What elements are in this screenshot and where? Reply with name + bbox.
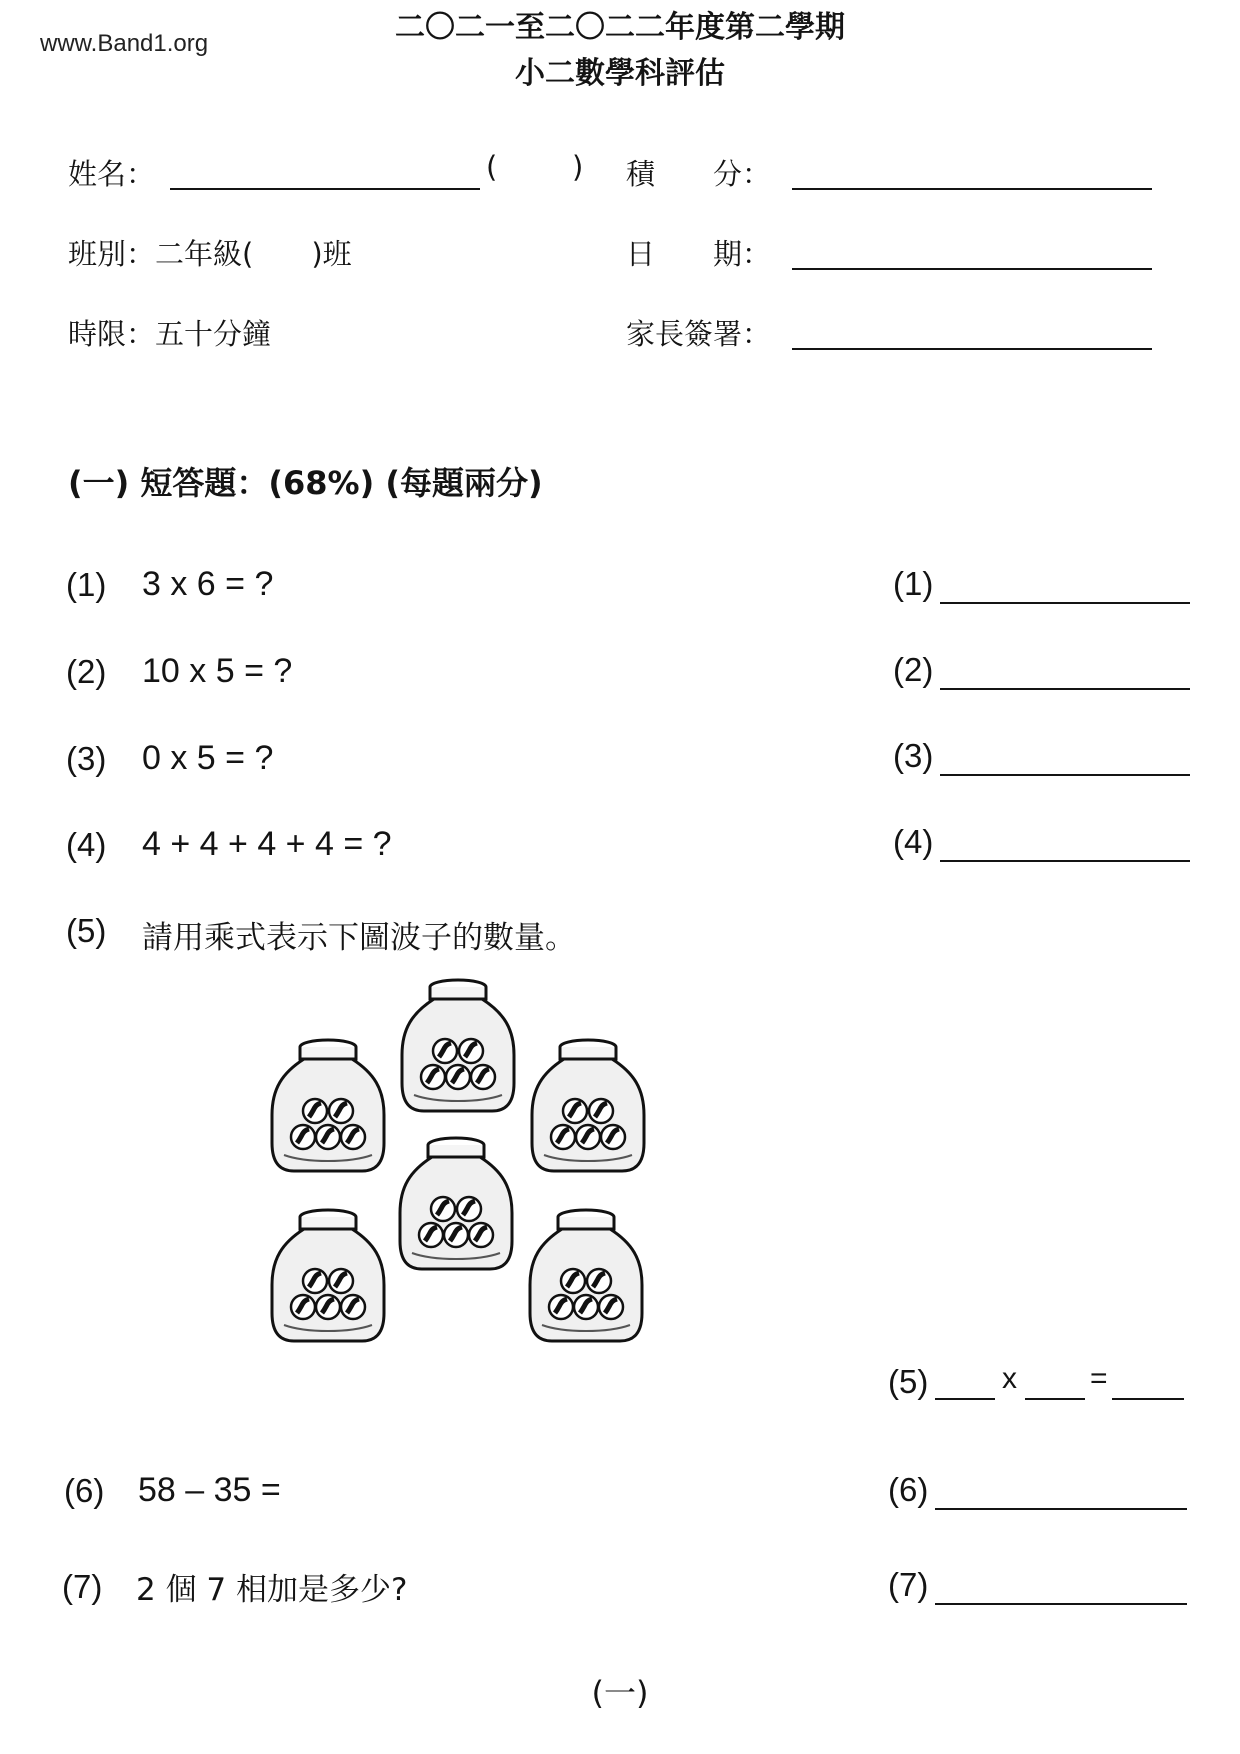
class-number-paren-open: ( [486,150,498,184]
answer-number: (4) [893,823,934,860]
question-text: 3 x 6 = ? [142,565,274,603]
parent-signature-label: 家長簽署： [626,317,772,351]
marble-jars-illustration [258,975,658,1355]
parent-signature-line[interactable] [792,348,1152,350]
exam-term-title: 二〇二一至二〇二二年度第二學期 [395,10,845,45]
time-limit-label: 時限：五十分鐘 [68,317,272,351]
equals-sign: = [1090,1362,1108,1395]
times-sign: x [1002,1362,1017,1395]
question-number: (2) [66,653,107,690]
answer-number: (5) [888,1363,929,1400]
answer-number: (3) [893,737,934,774]
question-number: (6) [64,1472,105,1509]
question-text: 0 x 5 = ? [142,739,274,777]
marble-jar-icon [532,1040,644,1171]
question-text: 請用乘式表示下圖波子的數量。 [142,920,576,956]
answer-line[interactable] [935,1508,1187,1510]
answer-line[interactable] [940,860,1190,862]
marble-jar-icon [272,1210,384,1341]
class-number-paren-close: ) [572,150,584,184]
marble-jar-icon [400,1138,512,1269]
answer-number: (1) [893,565,934,602]
question-number: (4) [66,826,107,863]
watermark-url: www.Band1.org [40,30,209,57]
exam-subject-title: 小二數學科評估 [515,56,725,91]
answer-number: (2) [893,651,934,688]
marble-jar-icon [272,1040,384,1171]
multiplicand-blank[interactable] [935,1398,995,1400]
answer-number: (7) [888,1566,929,1603]
class-label: 班別：二年級( )班 [68,237,352,271]
answer-line[interactable] [940,774,1190,776]
question-text: 58 – 35 = [138,1471,281,1509]
question-text: 4 + 4 + 4 + 4 = ? [142,825,392,863]
answer-line[interactable] [935,1603,1187,1605]
page-number: (一) [591,1674,649,1712]
question-number: (7) [62,1568,103,1605]
score-label: 積 分： [626,157,772,191]
score-answer-line[interactable] [792,188,1152,190]
question-number: (5) [66,912,107,949]
marble-jar-icon [402,980,514,1111]
question-text: 10 x 5 = ? [142,652,293,690]
name-label: 姓名： [68,157,156,191]
date-answer-line[interactable] [792,268,1152,270]
marble-jar-icon [530,1210,642,1341]
answer-number: (6) [888,1471,929,1508]
question-text: 2 個 7 相加是多少? [136,1572,408,1608]
product-blank[interactable] [1112,1398,1184,1400]
answer-line[interactable] [940,602,1190,604]
multiplier-blank[interactable] [1025,1398,1085,1400]
date-label: 日 期： [626,237,772,271]
question-number: (3) [66,740,107,777]
section-heading: (一) 短答題：(68%) (每題兩分) [68,464,543,502]
name-answer-line[interactable] [170,188,480,190]
answer-line[interactable] [940,688,1190,690]
question-number: (1) [66,566,107,603]
